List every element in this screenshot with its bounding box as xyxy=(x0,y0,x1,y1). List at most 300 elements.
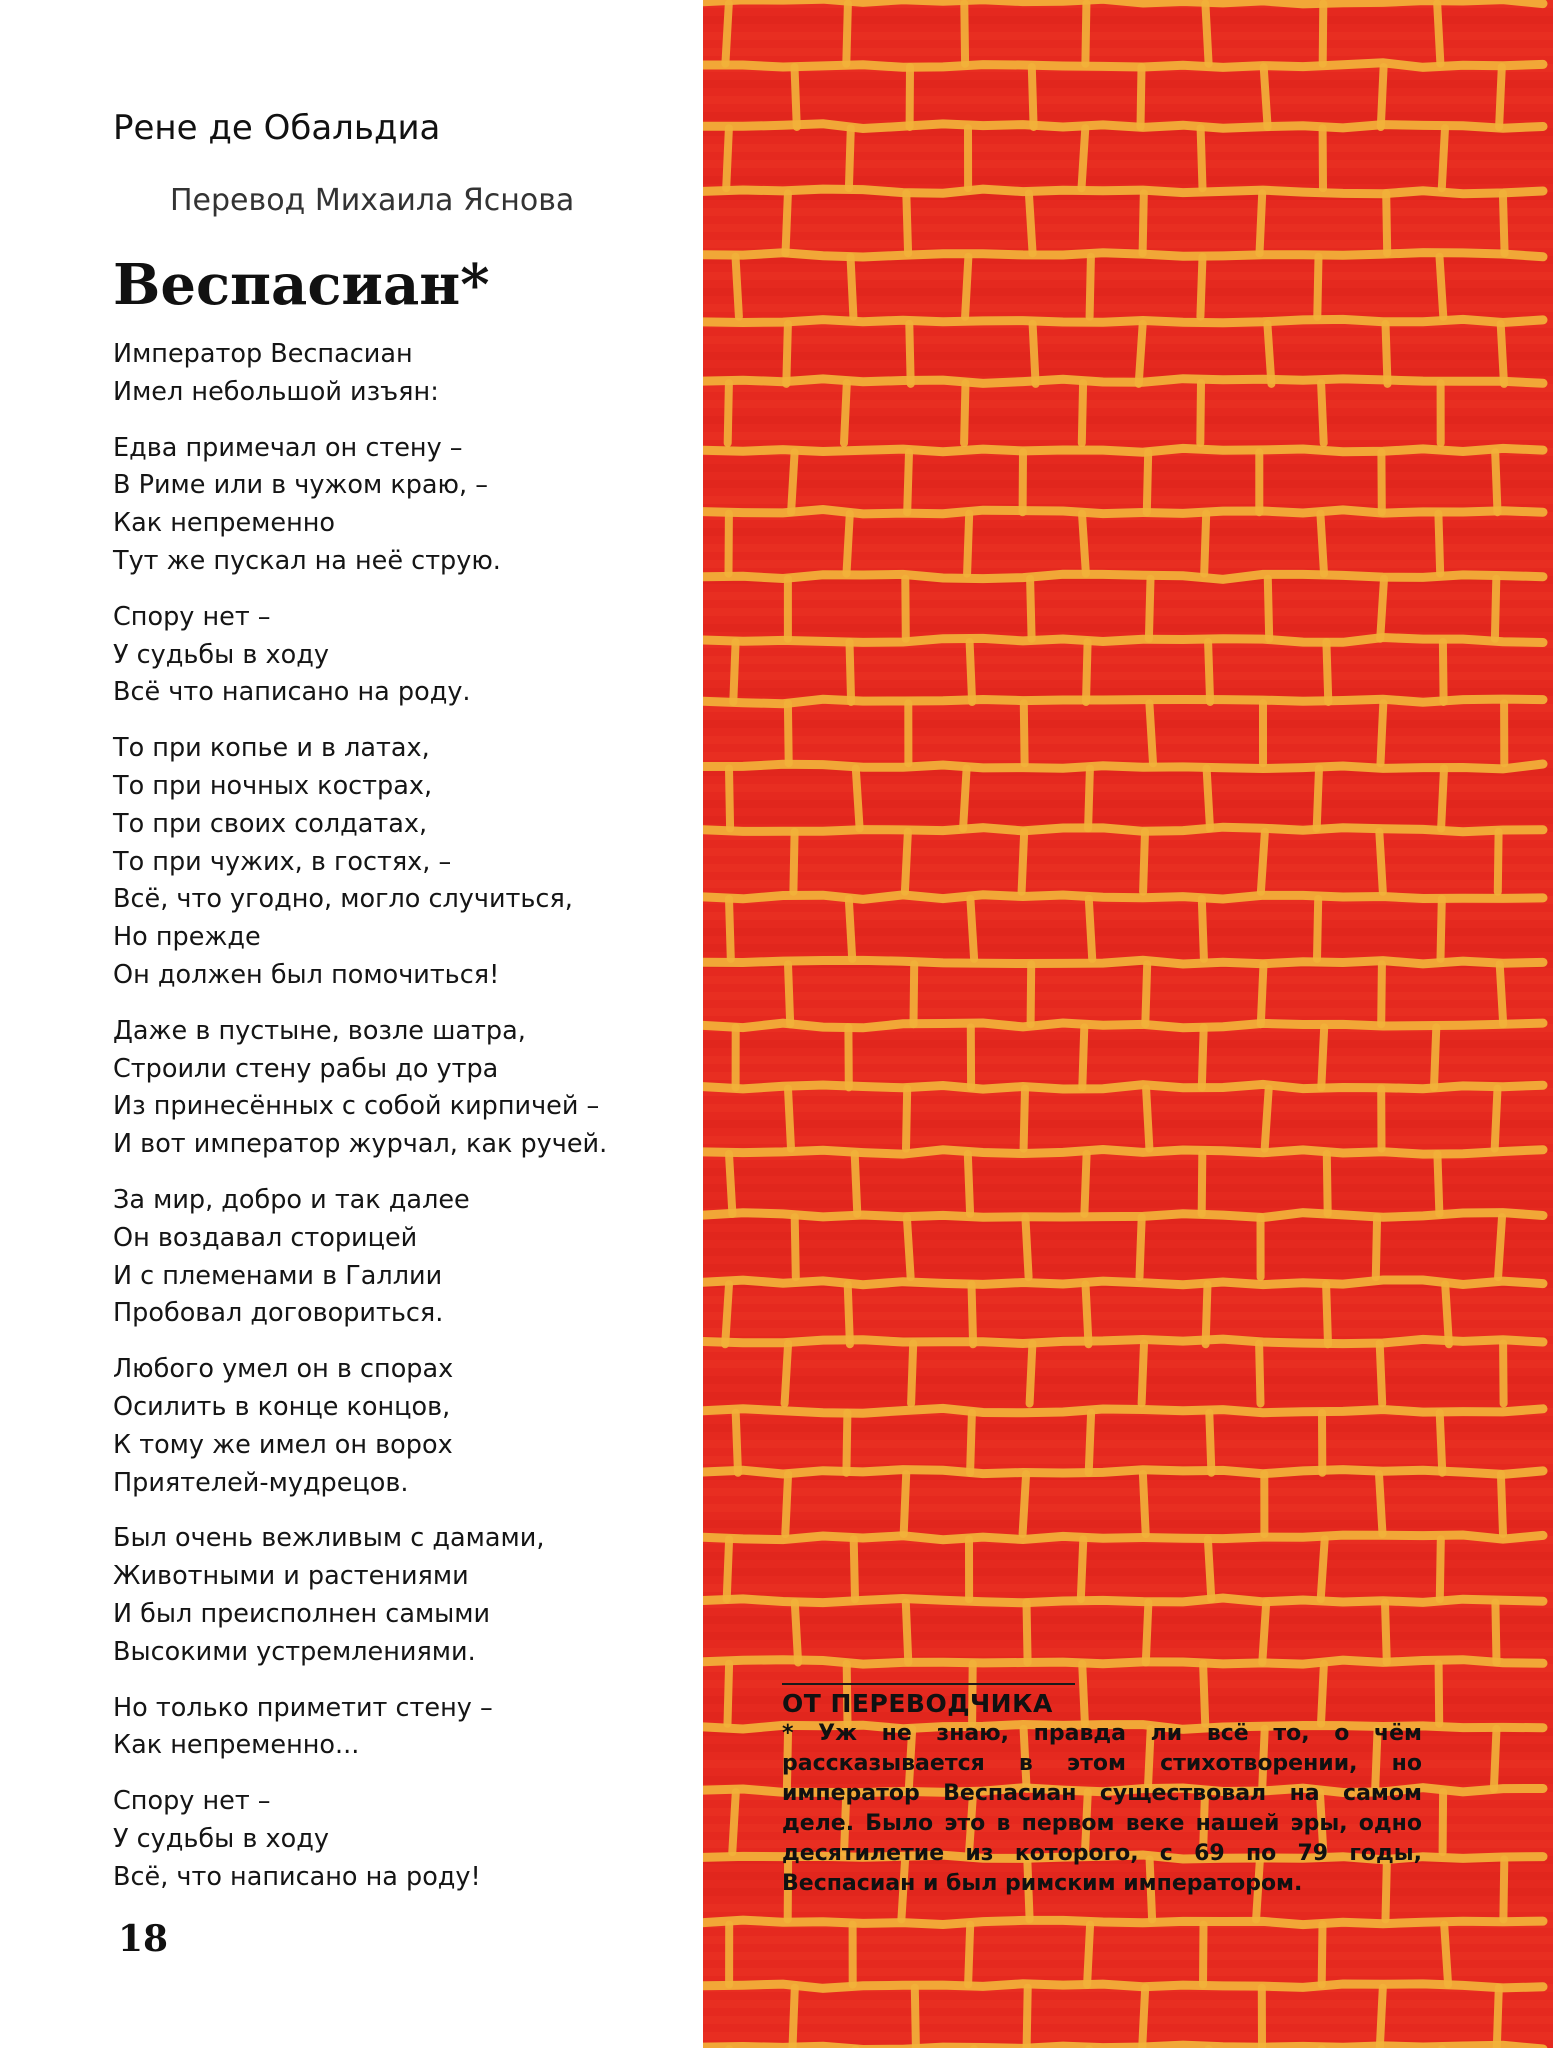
mortar-joint-vertical xyxy=(1082,128,1086,188)
stanza xyxy=(113,336,673,412)
poem-line: Всё что написано на роду. xyxy=(113,677,471,708)
wall-texture-stripe xyxy=(703,976,1553,984)
wall-texture-stripe xyxy=(703,480,1553,488)
stanza xyxy=(113,1690,673,1766)
poem-line: У судьбы в ходу xyxy=(113,1823,329,1854)
mortar-joint-vertical xyxy=(1381,703,1384,763)
mortar-joint-vertical xyxy=(725,1284,729,1344)
mortar-joint-vertical xyxy=(729,769,730,829)
mortar-joint-vertical xyxy=(1207,769,1210,829)
mortar-joint-vertical xyxy=(848,1284,850,1344)
wall-texture-stripe xyxy=(703,1504,1553,1512)
mortar-joint-vertical xyxy=(1208,642,1210,702)
poem-line: Тут же пускал на неё струю. xyxy=(113,545,501,576)
mortar-joint-vertical xyxy=(1149,579,1151,639)
mortar-joint-vertical xyxy=(854,1539,855,1599)
poem-line: Как непременно xyxy=(113,508,336,539)
mortar-joint-vertical xyxy=(1085,4,1086,64)
mortar-joint-vertical xyxy=(1143,832,1145,892)
wall-texture-stripe xyxy=(703,848,1553,856)
wall-texture-stripe xyxy=(703,944,1553,952)
mortar-line-horizontal xyxy=(703,1535,1543,1540)
wall-texture-stripe xyxy=(703,1200,1553,1208)
mortar-line-horizontal xyxy=(703,638,1543,643)
poem-line: Спору нет – xyxy=(113,1786,271,1817)
mortar-joint-vertical xyxy=(791,452,795,512)
wall-texture-stripe xyxy=(703,1056,1553,1064)
mortar-joint-vertical xyxy=(1262,1603,1266,1663)
mortar-joint-vertical xyxy=(1380,579,1384,639)
mortar-joint-vertical xyxy=(909,324,910,384)
mortar-joint-vertical xyxy=(906,1089,907,1149)
mortar-joint-vertical xyxy=(968,1925,970,1985)
wall-texture-stripe xyxy=(703,1072,1553,1080)
mortar-joint-vertical xyxy=(785,1344,789,1404)
mortar-joint-vertical xyxy=(967,514,969,574)
mortar-joint-vertical xyxy=(1086,642,1088,702)
mortar-joint-vertical xyxy=(1143,193,1144,253)
mortar-joint-vertical xyxy=(1032,67,1034,127)
mortar-joint-vertical xyxy=(1438,514,1440,574)
mortar-joint-vertical xyxy=(1380,1988,1383,2048)
mortar-joint-vertical xyxy=(1495,1089,1498,1149)
mortar-joint-vertical xyxy=(904,1474,907,1534)
poem-line: Осилить в конце концов, xyxy=(113,1391,451,1422)
note-heading: ОТ ПЕРЕВОДЧИКА xyxy=(782,1689,1053,1718)
poem-line: Даже в пустыне, возле шатра, xyxy=(113,1015,526,1046)
mortar-line-horizontal xyxy=(703,1150,1543,1155)
translator-credit: Перевод Михаила Яснова xyxy=(170,183,575,218)
poem-line: Приятелей-мудрецов. xyxy=(113,1467,409,1498)
mortar-joint-vertical xyxy=(1437,1154,1439,1214)
poem-line: Был очень вежливым с дамами, xyxy=(113,1523,545,1554)
mortar-joint-vertical xyxy=(795,67,797,127)
mortar-joint-vertical xyxy=(1090,257,1091,317)
mortar-joint-vertical xyxy=(729,899,731,959)
mortar-joint-vertical xyxy=(851,257,854,317)
wall-texture-stripe xyxy=(703,912,1553,920)
mortar-line-horizontal xyxy=(703,1023,1543,1028)
mortar-joint-vertical xyxy=(785,1474,788,1534)
wall-texture-stripe xyxy=(703,1936,1553,1944)
mortar-joint-vertical xyxy=(844,383,847,443)
poem-line: Всё, что написано на роду! xyxy=(113,1861,481,1892)
wall-texture-stripe xyxy=(703,1584,1553,1592)
wall-texture-stripe xyxy=(703,1968,1553,1976)
mortar-line-horizontal xyxy=(703,960,1543,964)
wall-texture-stripe xyxy=(703,1344,1553,1352)
wall-texture-stripe xyxy=(703,288,1553,296)
mortar-joint-vertical xyxy=(1268,579,1269,639)
mortar-joint-vertical xyxy=(1442,128,1445,188)
wall-texture-stripe xyxy=(703,1360,1553,1368)
poem-line: И с племенами в Галлии xyxy=(113,1260,443,1291)
mortar-line-horizontal xyxy=(703,1660,1543,1664)
note-divider xyxy=(782,1683,1075,1685)
mortar-line-horizontal xyxy=(703,448,1543,452)
wall-texture-stripe xyxy=(703,672,1553,680)
mortar-joint-vertical xyxy=(1501,324,1504,384)
mortar-line-horizontal xyxy=(703,827,1543,832)
mortar-joint-vertical xyxy=(1326,1284,1328,1344)
wall-texture-stripe xyxy=(703,1376,1553,1384)
poem-line: Как непременно... xyxy=(113,1730,360,1761)
mortar-joint-vertical xyxy=(906,1603,909,1663)
mortar-joint-vertical xyxy=(964,383,965,443)
mortar-joint-vertical xyxy=(1445,1284,1449,1344)
mortar-joint-vertical xyxy=(1321,383,1324,443)
mortar-line-horizontal xyxy=(703,1084,1543,1089)
wall-texture-stripe xyxy=(703,1648,1553,1656)
poem-line: Животными и растениями xyxy=(113,1561,469,1592)
mortar-joint-vertical xyxy=(1203,1925,1204,1985)
mortar-joint-vertical xyxy=(727,1539,729,1599)
mortar-joint-vertical xyxy=(1204,514,1206,574)
wall-texture-stripe xyxy=(703,608,1553,616)
poem-line: Едва примечал он стену – xyxy=(113,432,463,463)
mortar-joint-vertical xyxy=(786,193,788,253)
mortar-joint-vertical xyxy=(1441,899,1442,959)
wall-texture-stripe xyxy=(703,160,1553,168)
mortar-joint-vertical xyxy=(850,642,852,702)
wall-texture-stripe xyxy=(703,656,1553,664)
poem-line: Имел небольшой изъян: xyxy=(113,376,439,407)
wall-texture-stripe xyxy=(703,352,1553,360)
poem-line: В Риме или в чужом краю, – xyxy=(113,470,488,501)
stanza xyxy=(113,1351,673,1502)
wall-texture-stripe xyxy=(703,800,1553,808)
mortar-joint-vertical xyxy=(1322,1925,1323,1985)
mortar-joint-vertical xyxy=(1264,67,1268,127)
mortar-joint-vertical xyxy=(846,4,848,64)
poem-line: Любого умел он в спорах xyxy=(113,1354,454,1385)
mortar-joint-vertical xyxy=(1327,1154,1328,1214)
mortar-line-horizontal xyxy=(703,124,1543,129)
mortar-joint-vertical xyxy=(1320,514,1324,574)
mortar-joint-vertical xyxy=(736,257,739,317)
mortar-line-horizontal xyxy=(703,1470,1543,1475)
mortar-joint-vertical xyxy=(911,1344,913,1404)
wall-texture-stripe xyxy=(703,432,1553,440)
mortar-joint-vertical xyxy=(1317,769,1319,829)
mortar-joint-vertical xyxy=(970,642,973,702)
wall-texture-stripe xyxy=(703,688,1553,696)
poem-line: Он должен был помочиться! xyxy=(113,959,500,990)
poem-column xyxy=(0,0,700,2048)
wall-texture-stripe xyxy=(703,1040,1553,1048)
wall-texture-stripe xyxy=(703,752,1553,760)
mortar-joint-vertical xyxy=(788,1089,791,1149)
mortar-joint-vertical xyxy=(855,1154,858,1214)
stanza xyxy=(113,1520,673,1671)
mortar-joint-vertical xyxy=(1141,67,1142,127)
mortar-joint-vertical xyxy=(1087,1925,1090,1985)
wall-texture-stripe xyxy=(703,1488,1553,1496)
wall-texture-stripe xyxy=(703,784,1553,792)
page-number: 18 xyxy=(118,1918,169,1960)
wall-texture-stripe xyxy=(703,1456,1553,1464)
wall-texture-stripe xyxy=(703,720,1553,728)
mortar-joint-vertical xyxy=(1503,193,1505,253)
mortar-joint-vertical xyxy=(1146,1089,1149,1149)
mortar-joint-vertical xyxy=(1499,67,1502,127)
wall-texture-stripe xyxy=(703,2000,1553,2008)
mortar-joint-vertical xyxy=(847,514,850,574)
mortar-joint-vertical xyxy=(1497,1988,1499,2048)
mortar-joint-vertical xyxy=(1381,67,1384,127)
mortar-joint-vertical xyxy=(1200,257,1202,317)
poem-line: За мир, добро и так далее xyxy=(113,1184,470,1215)
wall-texture-stripe xyxy=(703,1424,1553,1432)
mortar-line-horizontal xyxy=(703,1280,1543,1285)
mortar-joint-vertical xyxy=(1259,1344,1260,1404)
mortar-line-horizontal xyxy=(703,1213,1543,1218)
mortar-joint-vertical xyxy=(1082,383,1083,443)
wall-texture-stripe xyxy=(703,1008,1553,1016)
mortar-joint-vertical xyxy=(1443,1792,1444,1852)
mortar-joint-vertical xyxy=(728,383,729,443)
mortar-joint-vertical xyxy=(726,128,729,188)
mortar-joint-vertical xyxy=(915,1988,916,2048)
mortar-joint-vertical xyxy=(793,1988,795,2048)
mortar-joint-vertical xyxy=(1030,579,1032,639)
wall-texture-stripe xyxy=(703,464,1553,472)
mortar-line-horizontal xyxy=(703,510,1543,514)
mortar-joint-vertical xyxy=(968,1154,970,1214)
poem-line: То при чужих, в гостях, – xyxy=(113,846,452,877)
stanza xyxy=(113,730,673,995)
poem-line: Высокими устремлениями. xyxy=(113,1636,476,1667)
mortar-joint-vertical xyxy=(1495,579,1496,639)
mortar-joint-vertical xyxy=(795,1217,796,1277)
mortar-joint-vertical xyxy=(1139,324,1143,384)
mortar-joint-vertical xyxy=(1142,1988,1145,2048)
mortar-line-horizontal xyxy=(703,0,1543,4)
wall-texture-stripe xyxy=(703,1184,1553,1192)
mortar-joint-vertical xyxy=(1023,1474,1027,1534)
mortar-joint-vertical xyxy=(846,1413,847,1473)
wall-texture-stripe xyxy=(703,992,1553,1000)
poem-line: К тому же имел он ворох xyxy=(113,1429,453,1460)
wall-texture-stripe xyxy=(703,1104,1553,1112)
mortar-joint-vertical xyxy=(1202,1027,1204,1087)
mortar-joint-vertical xyxy=(786,324,788,384)
mortar-joint-vertical xyxy=(733,642,735,702)
poem-line: Из принесённых с собой кирпичей – xyxy=(113,1091,600,1122)
mortar-joint-vertical xyxy=(1022,832,1025,892)
wall-texture-stripe xyxy=(703,144,1553,152)
mortar-line-horizontal xyxy=(703,699,1543,704)
mortar-joint-vertical xyxy=(1326,642,1328,702)
wall-texture-stripe xyxy=(703,544,1553,552)
mortar-joint-vertical xyxy=(1437,4,1440,64)
stanza xyxy=(113,1783,673,1896)
wall-texture-stripe xyxy=(703,48,1553,56)
mortar-joint-vertical xyxy=(1265,1089,1269,1149)
author-name: Рене де Обальдиа xyxy=(113,108,441,148)
mortar-line-horizontal xyxy=(703,574,1543,579)
mortar-joint-vertical xyxy=(1209,1413,1211,1473)
mortar-joint-vertical xyxy=(970,1413,972,1473)
mortar-joint-vertical xyxy=(1200,383,1201,443)
stanza xyxy=(113,599,673,712)
wall-texture-stripe xyxy=(703,624,1553,632)
mortar-joint-vertical xyxy=(1082,514,1086,574)
poem-line: То при своих солдатах, xyxy=(113,808,428,839)
wall-texture-stripe xyxy=(703,2032,1553,2040)
poem-line: То при копье и в латах, xyxy=(113,733,430,764)
mortar-joint-vertical xyxy=(788,703,789,763)
wall-texture-stripe xyxy=(703,272,1553,280)
poem-line: У судьбы в ходу xyxy=(113,639,329,670)
wall-texture-stripe xyxy=(703,304,1553,312)
note-text: * Уж не знаю, правда ли всё то, о чём рассказывается в этом стихотворении, но император Веспасиан существовал на самом деле. Было это в первом веке нашей эры, одно десятилетие из которого, с 69 по 79 годы, Веспасиан и был римским императором. xyxy=(782,1721,1422,1896)
stanza xyxy=(113,1013,673,1164)
mortar-joint-vertical xyxy=(1084,1154,1086,1214)
mortar-joint-vertical xyxy=(1439,1664,1440,1724)
wall-texture-stripe xyxy=(703,1568,1553,1576)
mortar-line-horizontal xyxy=(703,1920,1543,1925)
mortar-joint-vertical xyxy=(1376,1217,1377,1277)
wall-texture-stripe xyxy=(703,1952,1553,1960)
wall-texture-stripe xyxy=(703,736,1553,744)
mortar-joint-vertical xyxy=(1086,1284,1089,1344)
mortar-joint-vertical xyxy=(1082,1027,1084,1087)
mortar-line-horizontal xyxy=(703,1984,1543,1989)
mortar-joint-vertical xyxy=(1024,703,1025,763)
wall-texture-stripe xyxy=(703,1520,1553,1528)
mortar-joint-vertical xyxy=(849,128,851,188)
mortar-joint-vertical xyxy=(1440,1539,1441,1599)
poem-body xyxy=(113,336,673,1914)
mortar-joint-vertical xyxy=(1379,1474,1383,1534)
mortar-joint-vertical xyxy=(1379,832,1383,892)
mortar-joint-vertical xyxy=(1500,964,1504,1024)
poem-line: И вот император журчал, как ручей. xyxy=(113,1129,608,1160)
mortar-joint-vertical xyxy=(736,1413,738,1473)
wall-texture-stripe xyxy=(703,2016,1553,2024)
mortar-joint-vertical xyxy=(1261,832,1265,892)
wall-texture-stripe xyxy=(703,224,1553,232)
mortar-joint-vertical xyxy=(1434,1027,1436,1087)
mortar-joint-vertical xyxy=(1140,1217,1142,1277)
mortar-joint-vertical xyxy=(1386,193,1387,253)
mortar-joint-vertical xyxy=(1260,193,1263,253)
wall-texture-stripe xyxy=(703,336,1553,344)
wall-texture-stripe xyxy=(703,1632,1553,1640)
wall-texture-stripe xyxy=(703,1296,1553,1304)
poem-line: Всё, что угодно, могло случиться, xyxy=(113,884,573,915)
mortar-joint-vertical xyxy=(965,257,968,317)
mortar-joint-vertical xyxy=(1024,1089,1025,1149)
mortar-joint-vertical xyxy=(1205,4,1208,64)
wall-texture-stripe xyxy=(703,208,1553,216)
stanza xyxy=(113,430,673,581)
wall-texture-stripe xyxy=(703,112,1553,120)
stanza xyxy=(113,1182,673,1333)
wall-texture-stripe xyxy=(703,1312,1553,1320)
wall-texture-stripe xyxy=(703,96,1553,104)
mortar-joint-vertical xyxy=(1495,1603,1496,1663)
mortar-joint-vertical xyxy=(1443,642,1444,702)
mortar-joint-vertical xyxy=(1208,1539,1211,1599)
mortar-joint-vertical xyxy=(1025,1217,1028,1277)
wall-texture-stripe xyxy=(703,496,1553,504)
mortar-joint-vertical xyxy=(1386,324,1388,384)
mortar-joint-vertical xyxy=(1380,1344,1383,1404)
wall-texture-stripe xyxy=(703,880,1553,888)
mortar-joint-vertical xyxy=(793,832,794,892)
wall-texture-stripe xyxy=(703,816,1553,824)
wall-texture-stripe xyxy=(703,32,1553,40)
mortar-line-horizontal xyxy=(703,319,1543,322)
poem-line: Пробовал договориться. xyxy=(113,1298,444,1329)
wall-texture-stripe xyxy=(703,416,1553,424)
poem-line: И был преисполнен самыми xyxy=(113,1598,491,1629)
wall-texture-stripe xyxy=(703,1392,1553,1400)
mortar-joint-vertical xyxy=(728,1664,730,1724)
poem-line: То при ночных кострах, xyxy=(113,770,433,801)
mortar-joint-vertical xyxy=(964,4,965,64)
mortar-joint-vertical xyxy=(1147,452,1148,512)
mortar-joint-vertical xyxy=(725,4,728,64)
mortar-joint-vertical xyxy=(1385,1603,1387,1663)
wall-texture-stripe xyxy=(703,1136,1553,1144)
mortar-joint-vertical xyxy=(963,769,967,829)
wall-texture-stripe xyxy=(703,80,1553,88)
poem-line: Но прежде xyxy=(113,922,261,953)
mortar-joint-vertical xyxy=(1317,899,1318,959)
mortar-line-horizontal xyxy=(703,1598,1543,1603)
mortar-joint-vertical xyxy=(1027,1988,1028,2048)
mortar-joint-vertical xyxy=(1261,964,1264,1024)
mortar-joint-vertical xyxy=(1503,1344,1504,1404)
mortar-joint-vertical xyxy=(1495,452,1497,512)
mortar-joint-vertical xyxy=(1323,4,1324,64)
mortar-joint-vertical xyxy=(914,964,915,1024)
mortar-joint-vertical xyxy=(1027,1603,1028,1663)
mortar-joint-vertical xyxy=(1440,1413,1443,1473)
mortar-joint-vertical xyxy=(905,832,908,892)
mortar-line-horizontal xyxy=(703,63,1543,68)
mortar-joint-vertical xyxy=(1494,1729,1497,1789)
wall-texture-stripe xyxy=(703,1232,1553,1240)
poem-line: Он воздавал сторицей xyxy=(113,1222,418,1253)
mortar-joint-vertical xyxy=(1030,1344,1033,1404)
wall-texture-stripe xyxy=(703,928,1553,936)
mortar-joint-vertical xyxy=(1381,964,1382,1024)
mortar-joint-vertical xyxy=(1031,964,1032,1024)
mortar-line-horizontal xyxy=(703,1339,1543,1344)
mortar-joint-vertical xyxy=(1498,832,1499,892)
mortar-joint-vertical xyxy=(1440,257,1444,317)
wall-texture-stripe xyxy=(703,1552,1553,1560)
poem-line: Император Веспасиан xyxy=(113,339,413,369)
mortar-joint-vertical xyxy=(1081,1539,1084,1599)
mortar-joint-vertical xyxy=(907,452,909,512)
mortar-joint-vertical xyxy=(1146,1603,1149,1663)
mortar-joint-vertical xyxy=(1441,769,1444,829)
mortar-joint-vertical xyxy=(732,1792,736,1852)
mortar-joint-vertical xyxy=(1089,899,1092,959)
mortar-line-horizontal xyxy=(703,764,1543,769)
mortar-joint-vertical xyxy=(788,964,790,1024)
wall-texture-stripe xyxy=(703,240,1553,248)
mortar-joint-vertical xyxy=(1145,964,1147,1024)
mortar-joint-vertical xyxy=(1142,1344,1144,1404)
mortar-joint-vertical xyxy=(970,899,974,959)
mortar-joint-vertical xyxy=(972,1284,974,1344)
